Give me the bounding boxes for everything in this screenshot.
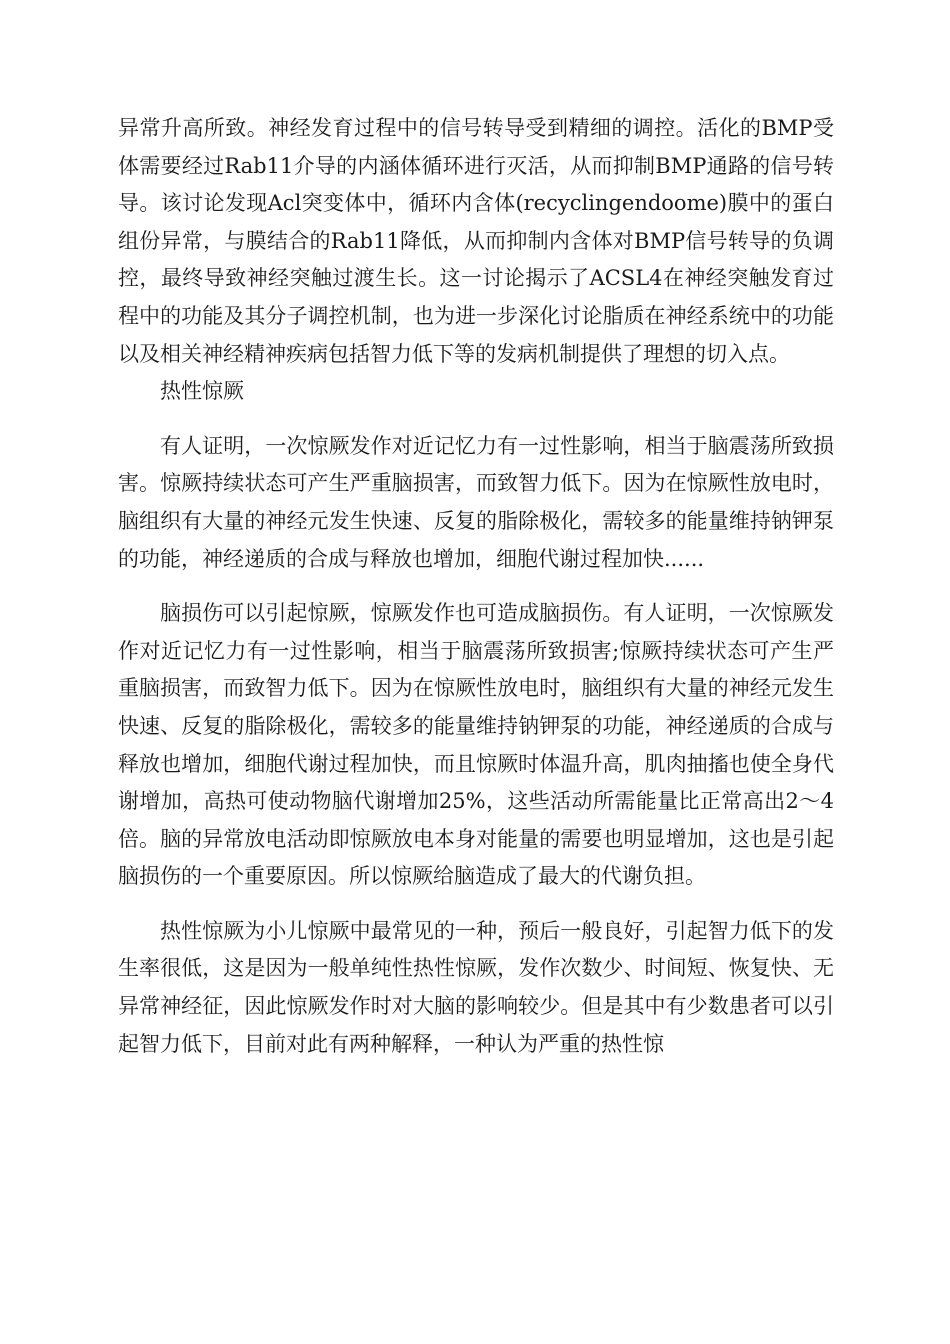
document-page xyxy=(118,110,834,1063)
section-heading-febrile-seizure: 热性惊厥 xyxy=(160,379,244,404)
paragraph-brain-injury: 脑损伤可以引起惊厥，惊厥发作也可造成脑损伤。有人证明，一次惊厥发作对近记忆力有一过性影响，相当于脑震荡所致损害;惊厥持续状态可产生严重脑损害，而致智力低下。因为在惊厥性放电时，脑组织有大量的神经元发生快速、反复的脂除极化，需较多的能量维持钠钾泵的功能，神经递质的合成与释放也增加，细胞代谢过程加快，而且惊厥时体温升高，肌肉抽搐也使全身代谢增加，高热可使动物脑代谢增加25%，这些活动所需能量比正常高出2～4倍。脑的异常放电活动即惊厥放电本身对能量的需要也明显增加，这也是引起脑损伤的一个重要原因。所以惊厥给脑造成了最大的代谢负担。 xyxy=(118,601,834,889)
paragraph-memory-effect: 有人证明，一次惊厥发作对近记忆力有一过性影响，相当于脑震荡所致损害。惊厥持续状态可产生严重脑损害，而致智力低下。因为在惊厥性放电时，脑组织有大量的神经元发生快速、反复的脂除极化，需较多的能量维持钠钾泵的功能，神经递质的合成与释放也增加，细胞代谢过程加快...... xyxy=(118,433,834,571)
paragraph-acsl4-summary: 异常升高所致。神经发育过程中的信号转导受到精细的调控。活化的BMP受体需要经过Rab11介导的内涵体循环进行灭活，从而抑制BMP通路的信号转导。该讨论发现Acl突变体中，循环内含体(recyclingendoome)膜中的蛋白组份异常，与膜结合的Rab11降低，从而抑制内含体对BMP信号转导的负调控，最终导致神经突触过渡生长。这一讨论揭示了ACSL4在神经突触发育过程中的功能及其分子调控机制，也为进一步深化讨论脂质在神经系统中的功能以及相关神经精神疾病包括智力低下等的发病机制提供了理想的切入点。 xyxy=(118,116,834,366)
paragraph-febrile-prognosis: 热性惊厥为小儿惊厥中最常见的一种，预后一般良好，引起智力低下的发生率很低，这是因为一般单纯性热性惊厥，发作次数少、时间短、恢复快、无异常神经征，因此惊厥发作时对大脑的影响较少。但是其中有少数患者可以引起智力低下，目前对此有两种解释，一种认为严重的热性惊 xyxy=(118,918,834,1056)
